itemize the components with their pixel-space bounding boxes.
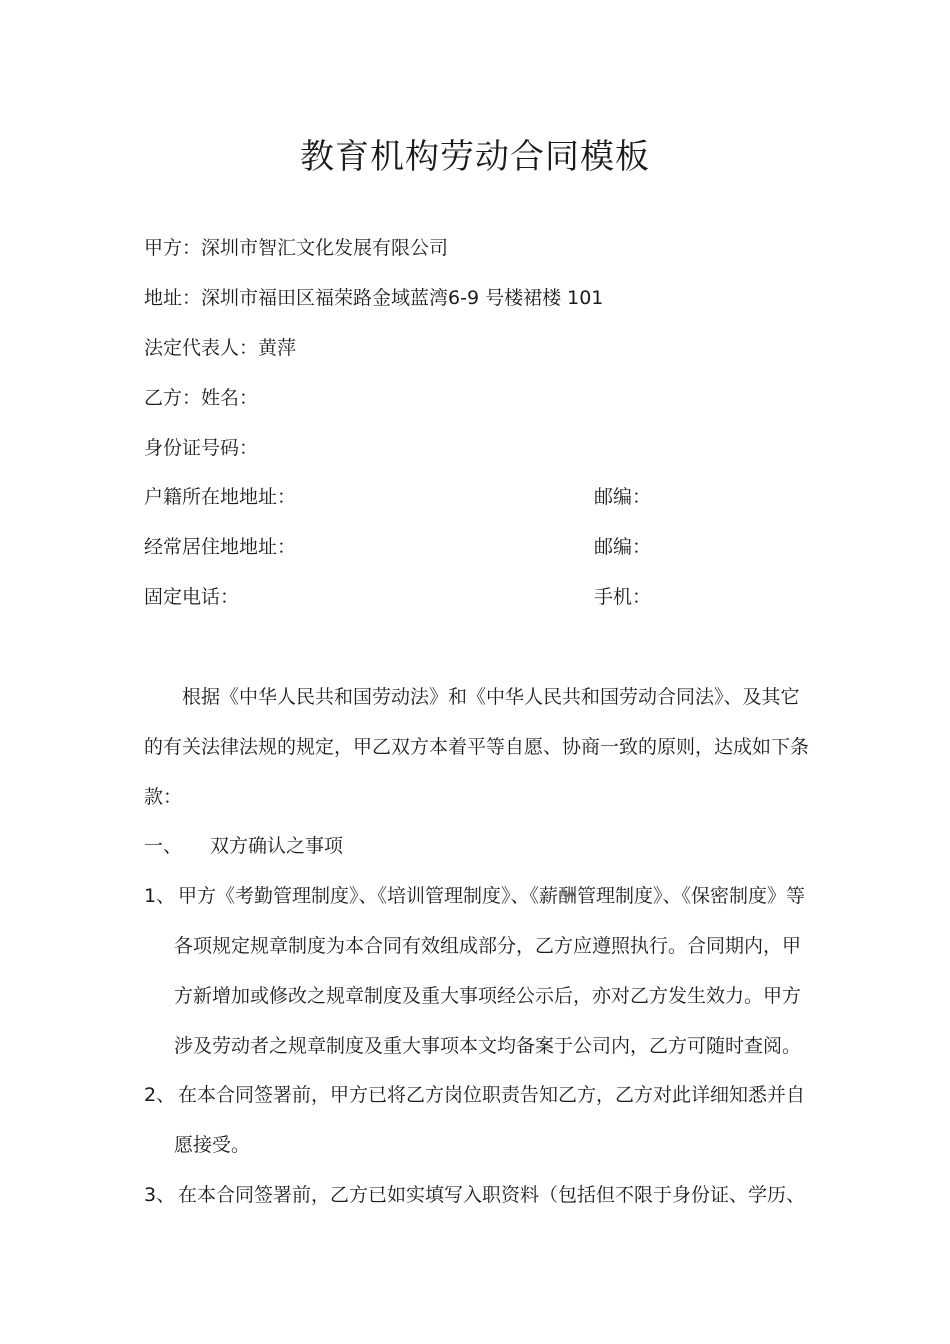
party-b-name-line: 乙方：姓名：	[144, 387, 259, 409]
mobile-label: 手机：	[594, 586, 652, 608]
page-title: 教育机构劳动合同模板	[300, 137, 650, 177]
residence-postcode-label: 邮编：	[594, 536, 652, 558]
hukou-address-line: 户籍所在地地址：	[144, 486, 297, 508]
item-2-line-1: 在本合同签署前，甲方已将乙方岗位职责告知乙方，乙方对此详细知悉并自	[178, 1084, 806, 1106]
item-1-number: 1、	[144, 885, 176, 907]
section-one-heading: 双方确认之事项	[210, 835, 344, 857]
hukou-postcode-label: 邮编：	[594, 486, 652, 508]
id-number-line: 身份证号码：	[144, 437, 259, 459]
residence-address-line: 经常居住地地址：	[144, 536, 297, 558]
address-line: 地址：深圳市福田区福荣路金域蓝湾6-9 号楼裙楼 101	[144, 287, 604, 309]
party-a-line: 甲方：深圳市智汇文化发展有限公司	[144, 237, 449, 259]
intro-line-2: 的有关法律法规的规定，甲乙双方本着平等自愿、协商一致的原则，达成如下条	[144, 736, 810, 758]
item-1-line-1: 甲方《考勤管理制度》、《培训管理制度》、《薪酬管理制度》、《保密制度》等	[178, 885, 806, 907]
item-2-number: 2、	[144, 1084, 176, 1106]
section-one-number: 一、	[144, 835, 183, 857]
intro-line-1: 根据《中华人民共和国劳动法》和《中华人民共和国劳动合同法》、及其它	[182, 686, 800, 708]
item-1-line-4: 涉及劳动者之规章制度及重大事项本文均备案于公司内，乙方可随时查阅。	[174, 1035, 802, 1057]
item-3-number: 3、	[144, 1184, 176, 1206]
item-2-line-2: 愿接受。	[174, 1134, 251, 1156]
intro-line-3: 款：	[144, 786, 183, 808]
legal-representative-line: 法定代表人：黄萍	[144, 337, 297, 359]
item-1-line-2: 各项规定规章制度为本合同有效组成部分，乙方应遵照执行。合同期内，甲	[174, 935, 802, 957]
item-1-line-3: 方新增加或修改之规章制度及重大事项经公示后，亦对乙方发生效力。甲方	[174, 985, 802, 1007]
landline-line: 固定电话：	[144, 586, 240, 608]
item-3-line-1: 在本合同签署前，乙方已如实填写入职资料（包括但不限于身份证、学历、	[178, 1184, 806, 1206]
